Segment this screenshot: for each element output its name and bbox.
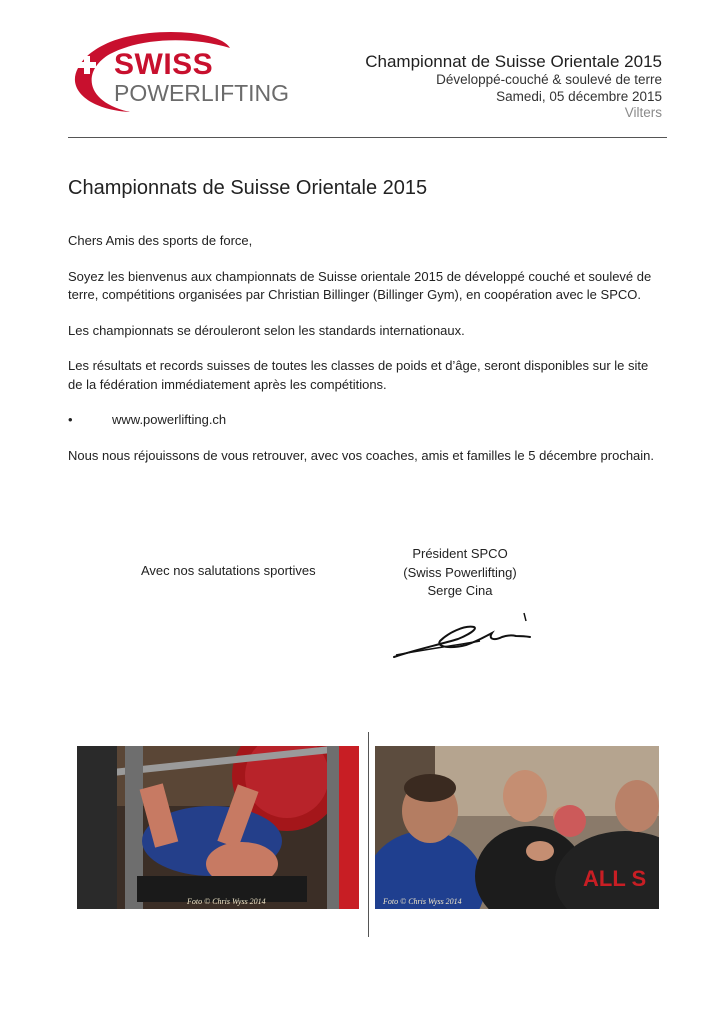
closing-salutation: Avec nos salutations sportives [141,563,316,578]
photo-divider [368,732,369,937]
photo-credit: Foto © Chris Wyss 2014 [383,897,462,906]
photo-bench-press [77,746,359,909]
photo-credit: Foto © Chris Wyss 2014 [187,897,266,906]
signatory-name: Serge Cina [427,583,493,598]
paragraph-welcome: Soyez les bienvenus aux championnats de Suisse orientale 2015 de développé couché et soulevé de terre, compétitions organisées par Christian Billinger (Billinger Gym), en coopération avec le SPCO. [68,268,652,302]
header-divider [68,137,667,138]
bullet-icon: • [68,412,73,427]
event-disciplines: Développé-couché & soulevé de terre [436,72,662,88]
paragraph-results: Les résultats et records suisses de toutes les classes de poids et d’âge, seront disponibles sur le site de la fédération immédiatement après les compétitions. [68,358,649,392]
event-title: Championnat de Suisse Orientale 2015 [365,52,662,71]
photo-athletes [375,746,659,909]
greeting: Chers Amis des sports de force, [68,233,253,248]
letter-body [68,232,658,482]
signatory-organization: (Swiss Powerlifting) [403,564,517,580]
logo-text-swiss: SWISS [114,48,214,81]
svg-text:ALL S: ALL S [583,866,647,891]
logo-text-powerlifting: POWERLIFTING [114,80,290,106]
signatory-block [390,545,530,601]
paragraph-standards: Les championnats se dérouleront selon les standards internationaux. [68,322,465,338]
list-item [68,411,658,430]
handwritten-signature [388,605,538,670]
page-title: Championnats de Suisse Orientale 2015 [68,177,428,199]
swiss-powerlifting-logo [70,30,320,125]
website-link[interactable]: www.powerlifting.ch [112,412,227,427]
event-location: Vilters [624,104,662,120]
event-header [365,52,662,121]
signatory-role: Président SPCO [412,546,508,561]
paragraph-invitation: Nous nous réjouissons de vous retrouver, avec vos coaches, amis et familles le 5 décembre prochain. [68,447,655,463]
event-date: Samedi, 05 décembre 2015 [496,88,662,104]
